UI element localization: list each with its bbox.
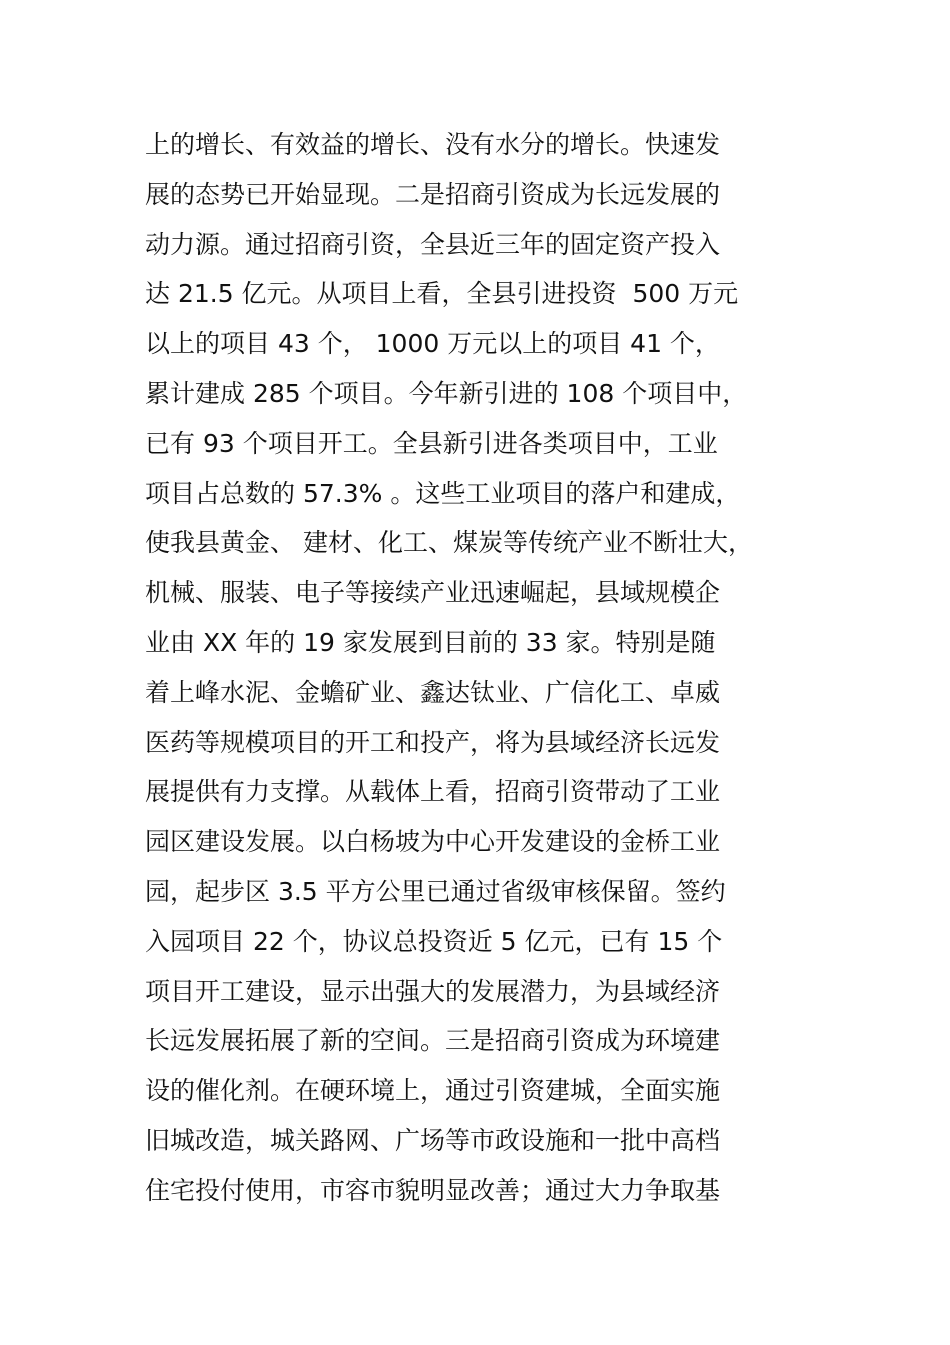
- text-line: 已有 93 个项目开工。全县新引进各类项目中，工业: [145, 428, 718, 458]
- text-line: 以上的项目 43 个， 1000 万元以上的项目 41 个，: [145, 329, 720, 359]
- text-line: 动力源。通过招商引资，全县近三年的固定资产投入: [145, 229, 721, 259]
- text-line: 旧城改造，城关路网、广场等市政设施和一批中高档: [145, 1125, 721, 1155]
- text-line: 设的催化剂。在硬环境上，通过引资建城，全面实施: [145, 1076, 721, 1106]
- text-line: 医药等规模项目的开工和投产，将为县域经济长远发: [145, 727, 721, 757]
- text-line: 项目占总数的 57.3% 。这些工业项目的落户和建成，: [145, 478, 741, 508]
- text-line: 累计建成 285 个项目。今年新引进的 108 个项目中，: [145, 378, 748, 408]
- text-line: 项目开工建设，显示出强大的发展潜力，为县域经济: [145, 976, 721, 1006]
- text-line: 住宅投付使用，市容市貌明显改善；通过大力争取基: [145, 1175, 721, 1205]
- text-line: 入园项目 22 个，协议总投资近 5 亿元，已有 15 个: [145, 926, 723, 956]
- text-line: 展提供有力支撑。从载体上看，招商引资带动了工业: [145, 777, 721, 807]
- text-line: 着上峰水泥、金蟾矿业、鑫达钛业、广信化工、卓威: [145, 677, 721, 707]
- text-line: 业由 XX 年的 19 家发展到目前的 33 家。特别是随: [145, 627, 716, 657]
- body-paragraph: [145, 120, 825, 1216]
- text-line: 园区建设发展。以白杨坡为中心开发建设的金桥工业: [145, 827, 721, 857]
- text-line: 使我县黄金、 建材、化工、煤炭等传统产业不断壮大，: [145, 528, 753, 558]
- text-line: 长远发展拓展了新的空间。三是招商引资成为环境建: [145, 1026, 721, 1056]
- text-line: 机械、服装、电子等接续产业迅速崛起，县域规模企: [145, 578, 721, 608]
- text-line: 达 21.5 亿元。从项目上看，全县引进投资 500 万元: [145, 279, 739, 309]
- text-line: 园，起步区 3.5 平方公里已通过省级审核保留。签约: [145, 876, 726, 906]
- text-line: 展的态势已开始显现。二是招商引资成为长远发展的: [145, 179, 721, 209]
- text-line: 上的增长、有效益的增长、没有水分的增长。快速发: [145, 130, 721, 159]
